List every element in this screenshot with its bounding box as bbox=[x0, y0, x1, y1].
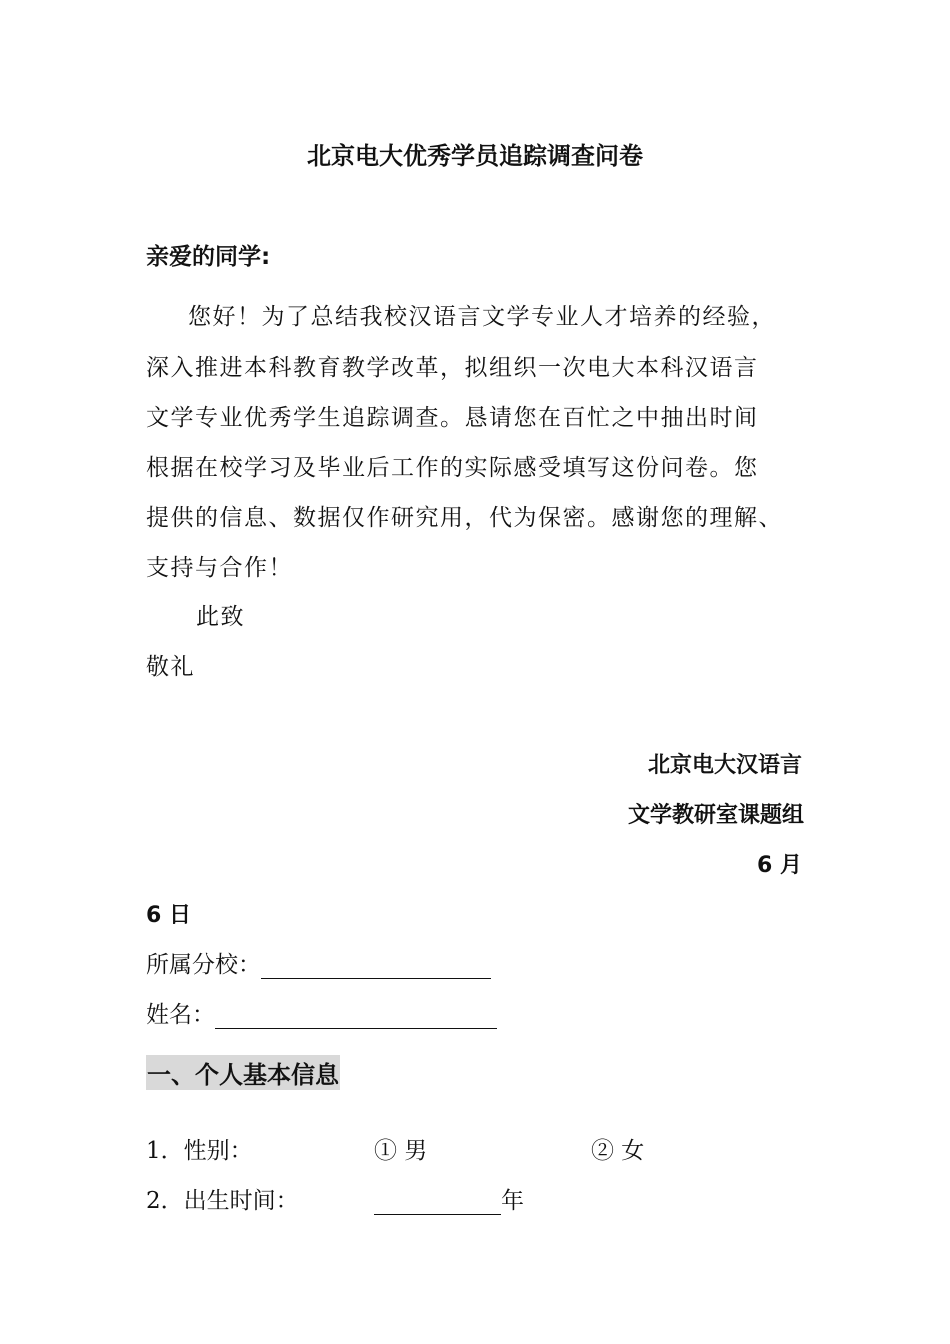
date-month: 6 月 bbox=[757, 853, 802, 878]
q2-field bbox=[374, 1182, 524, 1215]
section-title: 一、个人基本信息 bbox=[146, 1055, 340, 1090]
salutation: 亲爱的同学: bbox=[146, 244, 271, 270]
name-input-line[interactable] bbox=[215, 1004, 497, 1029]
signature-line-2: 文学教研室课题组 bbox=[627, 803, 804, 828]
paragraph-line: 根据在校学习及毕业后工作的实际感受填写这份问卷。您 bbox=[146, 455, 759, 481]
branch-input-line[interactable] bbox=[261, 954, 491, 979]
paragraph-line: 深入推进本科教育教学改革，拟组织一次电大本科汉语言 bbox=[146, 355, 759, 381]
paragraph-line: 支持与合作！ bbox=[146, 555, 293, 581]
q2-suffix: 年 bbox=[501, 1188, 524, 1214]
branch-field bbox=[146, 946, 491, 979]
closing-ci-zhi: 此致 bbox=[196, 604, 245, 630]
closing-jing-li: 敬礼 bbox=[146, 654, 195, 680]
date-day: 6 日 bbox=[146, 903, 191, 928]
name-label: 姓名： bbox=[146, 1002, 215, 1028]
paragraph-line: 提供的信息、数据仅作研究用，代为保密。感谢您的理解、 bbox=[146, 505, 783, 531]
signature-line-1: 北京电大汉语言 bbox=[647, 753, 802, 778]
q1-label: 1．性别： bbox=[146, 1138, 253, 1164]
paragraph-line: 文学专业优秀学生追踪调查。恳请您在百忙之中抽出时间 bbox=[146, 405, 759, 431]
q1-option-male[interactable]: ① 男 bbox=[374, 1138, 428, 1164]
document-title: 北京电大优秀学员追踪调查问卷 bbox=[307, 142, 643, 170]
birth-year-input-line[interactable] bbox=[374, 1190, 501, 1215]
name-field bbox=[146, 996, 497, 1029]
q1-option-female[interactable]: ② 女 bbox=[591, 1138, 645, 1164]
q2-label: 2．出生时间： bbox=[146, 1188, 299, 1214]
paragraph-line: 您好！为了总结我校汉语言文学专业人才培养的经验， bbox=[188, 304, 776, 330]
branch-label: 所属分校： bbox=[146, 952, 261, 978]
